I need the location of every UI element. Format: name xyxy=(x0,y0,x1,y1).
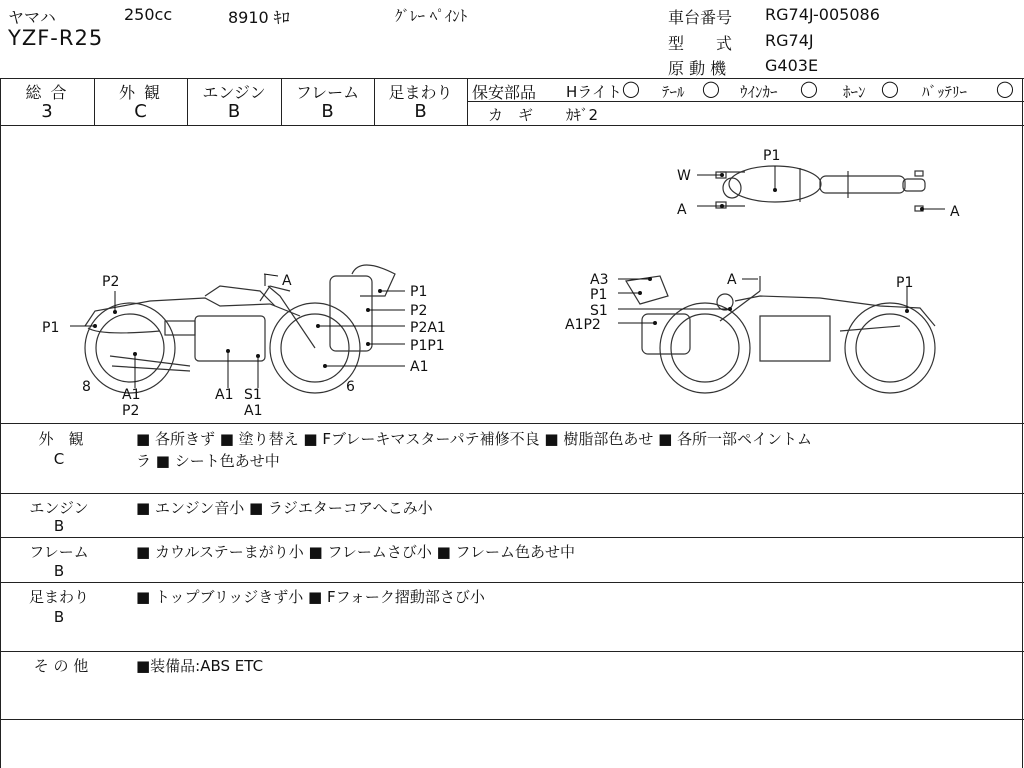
key-value: ｶｷﾞ2 xyxy=(566,106,599,124)
label-right-s1: S1 xyxy=(590,303,608,319)
label-left-a-top: A xyxy=(282,273,292,289)
label-left-p1-rear: P1 xyxy=(42,320,60,336)
top-view-bike xyxy=(716,166,925,211)
safety-item-tail: ﾃｰﾙ xyxy=(662,83,685,101)
label-left-p2a1: P2A1 xyxy=(410,320,446,336)
model-name: YZF-R25 xyxy=(8,26,104,50)
remark-line-frame-1: ■ カウルステーまがり小 ■ フレームさび小 ■ フレーム色あせ中 xyxy=(136,543,575,561)
remark-grade-frame: B xyxy=(53,562,65,580)
grade-label-frame: フレーム xyxy=(295,83,360,102)
label-left-a1-bottom: A1 xyxy=(122,387,141,403)
safety-item-battery: ﾊﾞｯﾃﾘｰ xyxy=(922,83,968,101)
safety-label: 保安部品 xyxy=(472,83,537,102)
grade-value-engine: B xyxy=(227,101,241,122)
left-view-bike xyxy=(85,265,395,393)
label-right-a1p2: A1P2 xyxy=(565,317,601,333)
label-top-a-right: A xyxy=(950,204,960,220)
label-left-p2-top: P2 xyxy=(102,274,120,290)
remark-category-exterior: 外 観 xyxy=(38,430,84,448)
label-left-s1: S1 xyxy=(244,387,262,403)
remark-category-suspension: 足まわり xyxy=(28,588,89,606)
remark-grade-suspension: B xyxy=(53,608,65,626)
label-left-a1-lower: A1 xyxy=(244,403,263,419)
remark-line-exterior-1: ■ 各所きず ■ 塗り替え ■ Fブレーキマスターパテ補修不良 ■ 樹脂部色あせ ■ 各所一部ペイントム xyxy=(136,430,813,448)
label-left-p2-bottom: P2 xyxy=(122,403,140,419)
remark-line-suspension-1: ■ トップブリッジきず小 ■ Fフォーク摺動部さび小 xyxy=(136,588,485,606)
label-left-p1-cowl: P1 xyxy=(410,284,428,300)
label-left-a1-front: A1 xyxy=(410,359,429,375)
label-right-a: A xyxy=(727,272,737,288)
remark-line-other-1: ■装備品:ABS ETC xyxy=(136,657,264,675)
safety-mark-horn: ◯ xyxy=(881,79,899,98)
grade-value-exterior: C xyxy=(134,101,147,122)
safety-item-horn: ﾎｰﾝ xyxy=(843,83,866,101)
grade-value-frame: B xyxy=(321,101,334,122)
label-right-p1: P1 xyxy=(590,287,608,303)
key-label: カ ギ xyxy=(488,106,534,124)
label-left-6: 6 xyxy=(346,379,355,395)
grade-label-exterior: 外 観 xyxy=(118,83,163,102)
safety-mark-battery: ◯ xyxy=(996,79,1014,98)
safety-item-winker: ｳｲﾝｶｰ xyxy=(740,83,778,101)
label-top-a-left: A xyxy=(677,202,687,218)
color: ｸﾞﾚｰ ﾍﾟｲﾝﾄ xyxy=(395,7,468,25)
remark-line-engine-1: ■ エンジン音小 ■ ラジエターコアへこみ小 xyxy=(136,499,433,517)
type-label: 型 式 xyxy=(668,34,733,53)
remark-category-frame: フレーム xyxy=(29,543,89,561)
right-view-bike xyxy=(626,276,935,393)
label-left-p1p1: P1P1 xyxy=(410,338,445,354)
label-right-p1-rear: P1 xyxy=(896,275,914,291)
mileage: 8910 ｷﾛ xyxy=(228,8,290,27)
safety-mark-winker: ◯ xyxy=(800,79,818,98)
maker: ヤマハ xyxy=(8,8,56,27)
remark-grade-exterior: C xyxy=(53,450,65,468)
displacement: 250cc xyxy=(124,5,173,24)
grade-label-total: 総 合 xyxy=(25,83,69,102)
remark-category-other: そ の 他 xyxy=(33,657,89,675)
grade-value-total: 3 xyxy=(41,101,53,122)
label-left-p2-cowl: P2 xyxy=(410,303,428,319)
label-left-8: 8 xyxy=(82,379,91,395)
damage-diagram xyxy=(0,126,1022,422)
engine-label: 原 動 機 xyxy=(668,59,727,78)
engine-value: G403E xyxy=(765,56,819,75)
safety-mark-tail: ◯ xyxy=(702,79,720,98)
label-top-w: W xyxy=(677,168,691,184)
remark-grade-engine: B xyxy=(53,517,65,535)
type-value: RG74J xyxy=(765,31,814,50)
grade-label-engine: エンジン xyxy=(202,83,266,102)
remark-category-engine: エンジン xyxy=(29,499,89,517)
label-left-a1-engine: A1 xyxy=(215,387,234,403)
leader-lines xyxy=(70,166,945,388)
leader-dots xyxy=(93,173,924,368)
grade-value-suspension: B xyxy=(414,101,427,122)
label-top-p1: P1 xyxy=(763,148,781,164)
label-right-a3: A3 xyxy=(590,272,609,288)
grade-label-suspension: 足まわり xyxy=(388,83,453,102)
safety-mark-headlight: ◯ xyxy=(622,79,640,98)
remark-line-exterior-2: ラ ■ シート色あせ中 xyxy=(136,452,280,470)
frame-no: RG74J-005086 xyxy=(765,5,880,24)
safety-item-headlight: Hライト xyxy=(566,83,622,101)
frame-no-label: 車台番号 xyxy=(668,8,733,27)
